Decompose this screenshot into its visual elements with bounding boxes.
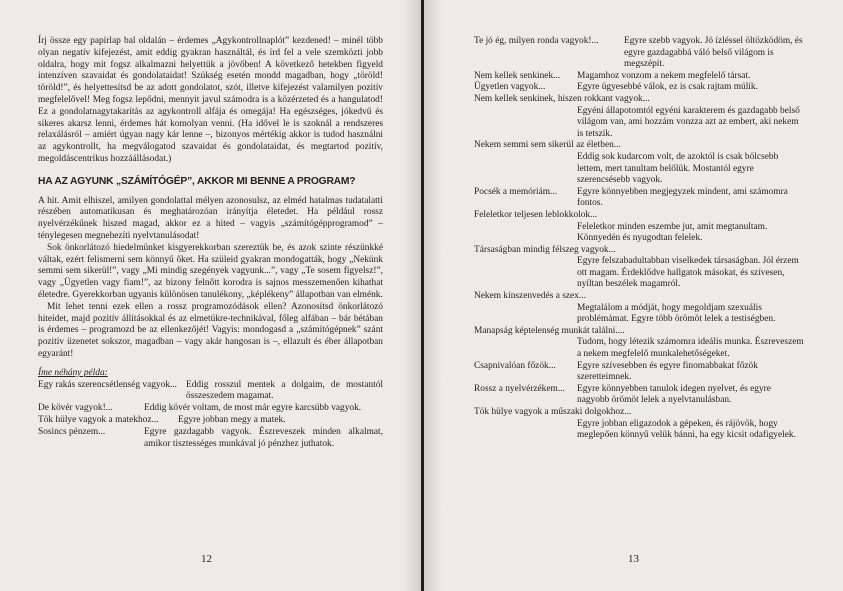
gutter-shadow xyxy=(403,0,421,591)
positive-statement: Egyre könnyebben megjegyzek mindent, ami számomra fontos. xyxy=(577,186,788,209)
positive-statement: Eddig kövér voltam, de most már egyre karcsúbb vagyok. xyxy=(144,403,362,414)
positive-statement: Eddig rosszul mentek a dolgaim, de mostantól összeszedem magamat. xyxy=(186,379,383,402)
positive-statement: Egyre könnyebben tanulok idegen nyelvet, és egyre nagyobb örömöt lelek a nyelvtanulásban. xyxy=(577,383,771,406)
example-row xyxy=(474,326,804,361)
negative-statement: Egy rakás szerencsétlenség vagyok... xyxy=(38,379,178,390)
positive-statement: Egyre szívesebben és egyre finomabbakat főzök szeretteimnek. xyxy=(577,360,758,383)
positive-statement: Egyre felszabadultabban viselkedek társaságban. Jól érzem ott magam. Érdeklődve hallgatok másokat, és szívesen, nyíltan beszélek magamról. xyxy=(577,256,799,290)
example-row xyxy=(474,291,804,326)
positive-statement: Egyéni állapotomtól egyéni karakterem és gazdagabb belső világom van, ami hozzám vonzza azt az embert, aki nekem is tetszik. xyxy=(577,105,800,139)
negative-statement: Pocsék a memóriám... xyxy=(474,186,558,197)
negative-statement: Rossz a nyelvérzékem... xyxy=(474,383,565,394)
example-row xyxy=(474,140,804,186)
negative-statement: De kövér vagyok!... xyxy=(38,403,113,414)
negative-statement: Társaságban mindig félszeg vagyok... xyxy=(474,244,616,255)
example-row xyxy=(474,384,804,407)
left-page-text xyxy=(38,36,383,450)
example-row xyxy=(38,403,383,415)
example-row xyxy=(474,407,804,442)
negative-statement: Te jó ég, milyen ronda vagyok!... xyxy=(474,36,599,46)
example-row xyxy=(474,361,804,384)
example-row xyxy=(38,380,383,404)
negative-statement: Nem kellek senkinek, hiszen rokkant vagyok... xyxy=(474,93,650,104)
left-page xyxy=(0,0,421,591)
section-heading: HA AZ AGYUNK „SZÁMÍTÓGÉP”, AKKOR MI BENNE A PROGRAM? xyxy=(38,175,356,187)
positive-statement: Egyre jobban megy a matek. xyxy=(178,414,286,425)
example-row xyxy=(474,245,804,291)
negative-statement: Nem kellek senkinek... xyxy=(474,70,561,81)
example-row xyxy=(38,415,383,427)
page-number: 12 xyxy=(201,553,212,565)
example-row xyxy=(474,71,804,83)
positive-statement: Egyre gazdagabb vagyok. Észreveszek minden alkalmat, amikor tisztességes munkával jó pénzhez juthatok. xyxy=(144,426,383,449)
body-paragraph: A hit. Amit elhiszel, amilyen gondolattal mélyen azonosulsz, az elméd hatalmas tudatalatti részében automatikusan és meghatározóan irányítja életedet. Ha például rossz nyelvérzékűnek hiszed magad, akkor ez a hited – vagyis „számítógépprogramod” – ténylegesen megnehezíti nyelvtanulásodat! xyxy=(38,195,383,241)
positive-statement: Feleletkor minden eszembe jut, amit megtanultam. Könnyedén és nyugodtan felelek. xyxy=(577,221,768,244)
positive-statement: Megtalálom a módját, hogy megoldjam szexuális problémámat. Egyre több örömöt lelek a testiségben. xyxy=(577,302,776,325)
positive-statement: Tudom, hogy létezik számomra ideális munka. Észreveszem a nekem megfelelő munkalehetőségeket. xyxy=(577,337,804,360)
positive-statement: Egyre jobban eligazodok a gépeken, és rájövök, hogy meglepően könnyű velük bánni, ha egy kicsit odafigyelek. xyxy=(577,418,796,441)
negative-statement: Csapnivalóan főzök... xyxy=(474,360,556,371)
negative-statement: Nekem kínszenvedés a szex... xyxy=(474,291,586,302)
negative-statement: Manapság képtelenség munkát találni.... xyxy=(474,325,625,336)
right-page xyxy=(424,0,843,591)
example-row xyxy=(474,94,804,140)
page-number: 13 xyxy=(628,553,639,565)
example-title: Íme néhány példa: xyxy=(38,367,108,378)
negative-statement: Tök hülye vagyok a matekhoz... xyxy=(38,414,159,425)
positive-statement: Eddig sok kudarcom volt, de azoktól is csak bölcsebb lettem, mert tanultam belőlük. Mostantól egyre szerencsésebb vagyok. xyxy=(577,151,779,186)
intro-paragraph: Írj össze egy papírlap bal oldalán – érdemes „Agykontrollnaplót” kezdened! – minél több olyan negatív kifejezést, amit eddig gyakran használtál, és írd fel a vele szemközti jobb oldalra, hogy mit fogsz alkalmazni helyettük a jövőben! A következő hetekben figyeld intenzíven szavaidat és gondolataidat! Szükség esetén mondd magadban, hogy „töröld! töröld!”, és helyettesítsd be az adott gondolatot, szót, illetve kifejezést valamilyen pozitív megfelelővel! Meg fogsz lepődni, mennyit javul számodra is a közérzeted és a hangulatod! Ez a gondolatnagytakarítás az agykontroll alfája és omegája! Ha egészséges, jókedvű és sikeres akarsz lenni, érdemes hát komolyan venni. (Ha idővel le is szoknál a rendszeres relaxálásról – amiért úgyan nagy kár lenne –, bizonyos mértékig akkor is tudod használni az agykontrollt, ha megválogatod szavaidat és gondolataidat, és megtartod pozitív, megoldáscentrikus hozzáállásodat.) xyxy=(38,36,383,164)
example-row xyxy=(474,82,804,94)
positive-statement: Egyre szebb vagyok. Jó ízléssel öltözködöm, és egyre gazdagabbá váló belső világom is megszépít. xyxy=(624,36,803,70)
body-paragraph: Mit lehet tenni ezek ellen a rossz programozódások ellen? Azonosítsd önkorlátozó hiteidet, majd pozitív állításokkal és az elmetükre-technikával, főleg alfában – bár bétában is érdemes – programozd be az ellenkezőjét! Vagyis: mondogasd a „számítógépnek” szánt pozitív üzenetet sokszor, magadban – vagy akár hangosan is –, ellazult és éber állapotban egyaránt! xyxy=(38,301,383,359)
negative-statement: Tök hülye vagyok a műszaki dolgokhoz... xyxy=(474,407,632,417)
body-paragraph: Sok önkorlátozó hiedelmünket kisgyerekkorban szereztük be, és azok szinte részünkké váltak, ezért felismerni sem könnyű őket. Ha szüleid gyakran mondogatták, hogy „Nekünk semmi sem sikerül!”, vagy „Mi mindig szegények vagyunk...”, vagy „Te sosem figyelsz!”, vagy „Ügyetlen vagy fiam!”, az bizony felnőtt korodra is sajnos messzemenően kihathat életedre. Gyerekkorban ugyanis különösen tanulékony, „képlékeny” állapotban van elménk. xyxy=(38,242,383,300)
positive-statement: Magamhoz vonzom a nekem megfelelő társat. xyxy=(577,70,751,81)
positive-statement: Egyre ügyesebbé válok, ez is csak rajtam múlik. xyxy=(577,82,758,93)
example-row xyxy=(474,187,804,210)
negative-statement: Ügyetlen vagyok... xyxy=(474,82,546,93)
example-row xyxy=(474,36,804,71)
negative-statement: Nekem semmi sem sikerül az életben... xyxy=(474,140,621,151)
negative-statement: Feleletkor teljesen leblokkolok... xyxy=(474,209,598,220)
right-page-text xyxy=(474,36,804,442)
gutter-shadow xyxy=(424,0,442,591)
example-row xyxy=(474,210,804,245)
example-row xyxy=(38,427,383,451)
negative-statement: Sosincs pénzem... xyxy=(38,426,106,437)
